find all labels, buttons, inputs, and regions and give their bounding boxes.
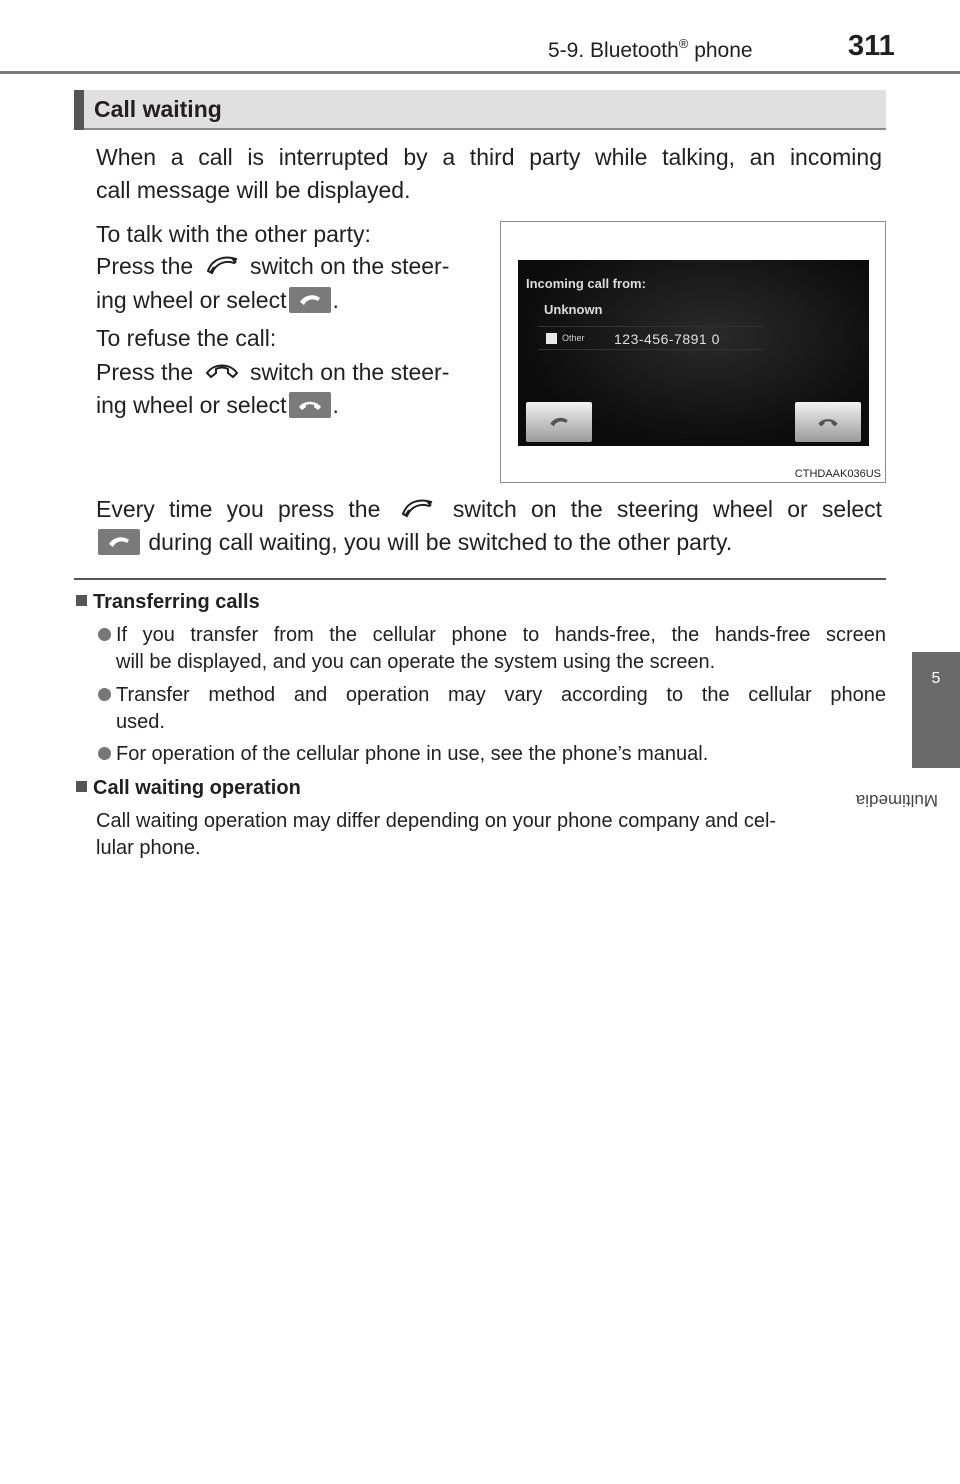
waiting-line-1: Call waiting operation may differ depending on your phone company and cel- (96, 810, 777, 832)
bullet-icon (98, 628, 111, 641)
answer-button-icon (98, 529, 140, 555)
incoming-call-screenshot (500, 221, 886, 483)
bullet-icon (98, 688, 111, 701)
chapter-tab (912, 652, 960, 768)
screen-answer-button[interactable] (526, 402, 592, 442)
answer-button-icon (289, 287, 331, 313)
number-type-label: Other (562, 333, 585, 343)
transfer-heading: Transferring calls (76, 591, 260, 614)
bullet-icon (98, 747, 111, 760)
phone-hangup-switch-icon (204, 359, 240, 383)
section-title: Call waiting (94, 96, 222, 122)
decline-icon (817, 415, 839, 429)
header-divider (0, 71, 960, 74)
phone-pickup-switch-icon (204, 253, 240, 277)
intro-line-2: call message will be displayed. (96, 177, 411, 203)
waiting-heading: Call waiting operation (76, 777, 301, 800)
talk-line-2: ing wheel or select . (96, 287, 339, 313)
intro-line-1: When a call is interrupted by a third party while talking, an incoming (96, 144, 882, 170)
caller-name: Unknown (544, 302, 603, 317)
screen-decline-button[interactable] (795, 402, 861, 442)
refuse-line-2: ing wheel or select . (96, 392, 339, 418)
decline-button-icon (289, 392, 331, 418)
every-time-line-1: Every time you press the switch on the steering wheel or select (96, 496, 883, 522)
phone-pickup-switch-icon (399, 496, 435, 520)
talk-label: To talk with the other party: (96, 221, 371, 247)
section-title-bar (74, 90, 886, 130)
page-number: 311 (848, 30, 895, 62)
square-bullet-icon (76, 781, 87, 792)
section-divider (74, 578, 886, 580)
refuse-line-1: Press the switch on the steer- (96, 359, 450, 385)
talk-line-1: Press the switch on the steer- (96, 253, 450, 279)
section-label: 5-9. Bluetooth® phone (548, 36, 753, 62)
incoming-call-screen (518, 260, 869, 446)
square-bullet-icon (76, 595, 87, 606)
every-time-line-2: during call waiting, you will be switched to the other party. (96, 526, 732, 559)
page-header (0, 0, 960, 76)
chapter-number: 5 (931, 670, 941, 687)
incoming-call-title: Incoming call from: (526, 276, 646, 291)
number-type-icon (546, 333, 557, 344)
transfer-bullet-1: If you transfer from the cellular phone to hands-free, the hands-free screen will be displayed, and you can operate the system using the screen. (98, 622, 886, 676)
refuse-label: To refuse the call: (96, 325, 277, 351)
transfer-bullet-2: Transfer method and operation may vary according to the cellular phone used. (98, 682, 886, 736)
chapter-label: Multimedia (855, 791, 938, 810)
waiting-line-2: lular phone. (96, 837, 201, 859)
transfer-bullet-3: For operation of the cellular phone in use, see the phone’s manual. (98, 741, 886, 768)
caller-number-row (538, 326, 764, 350)
caller-number: 123-456-7891 0 (614, 331, 720, 347)
figure-caption: CTHDAAK036US (794, 468, 881, 480)
answer-icon (548, 415, 570, 429)
